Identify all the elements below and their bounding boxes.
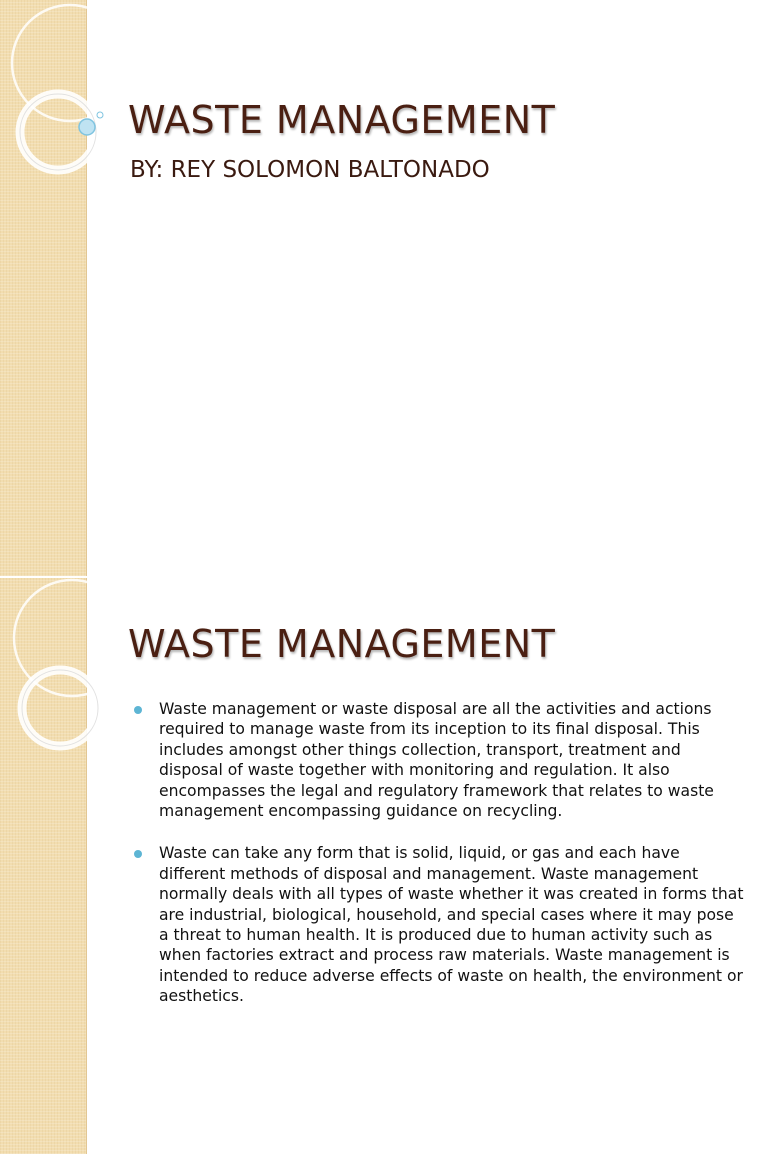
slide-title: WASTE MANAGEMENT — [128, 98, 556, 142]
bullet-icon — [134, 850, 142, 858]
slide-title: WASTE MANAGEMENT — [128, 622, 556, 666]
bullet-text: Waste management or waste disposal are all the activities and actions required to manage waste from its inception to its final disposal. This includes amongst other things collection, transport, treatment and disposal of waste together with monitoring and regulation. It also encompasses the legal and regulatory framework that relates to waste management encompassing guidance on recycling. — [159, 700, 714, 821]
slide-subtitle: BY: REY SOLOMON BALTONADO — [130, 157, 490, 183]
bullet-list — [134, 699, 746, 1029]
bullet-icon — [134, 706, 142, 714]
content-slide — [0, 578, 768, 1154]
list-item — [134, 699, 746, 821]
bullet-text: Waste can take any form that is solid, liquid, or gas and each have different methods of disposal and management. Waste management normally deals with all types of waste whether it was created in forms that are industrial, biological, household, and special cases where it may pose a threat to human health. It is produced due to human activity such as when factories extract and process raw materials. Waste management is intended to reduce adverse effects of waste on health, the environment or aesthetics. — [159, 844, 744, 1006]
circle-rings-decoration — [0, 0, 140, 200]
circle-rings-decoration — [0, 578, 140, 778]
list-item — [134, 843, 746, 1006]
title-slide — [0, 0, 768, 576]
